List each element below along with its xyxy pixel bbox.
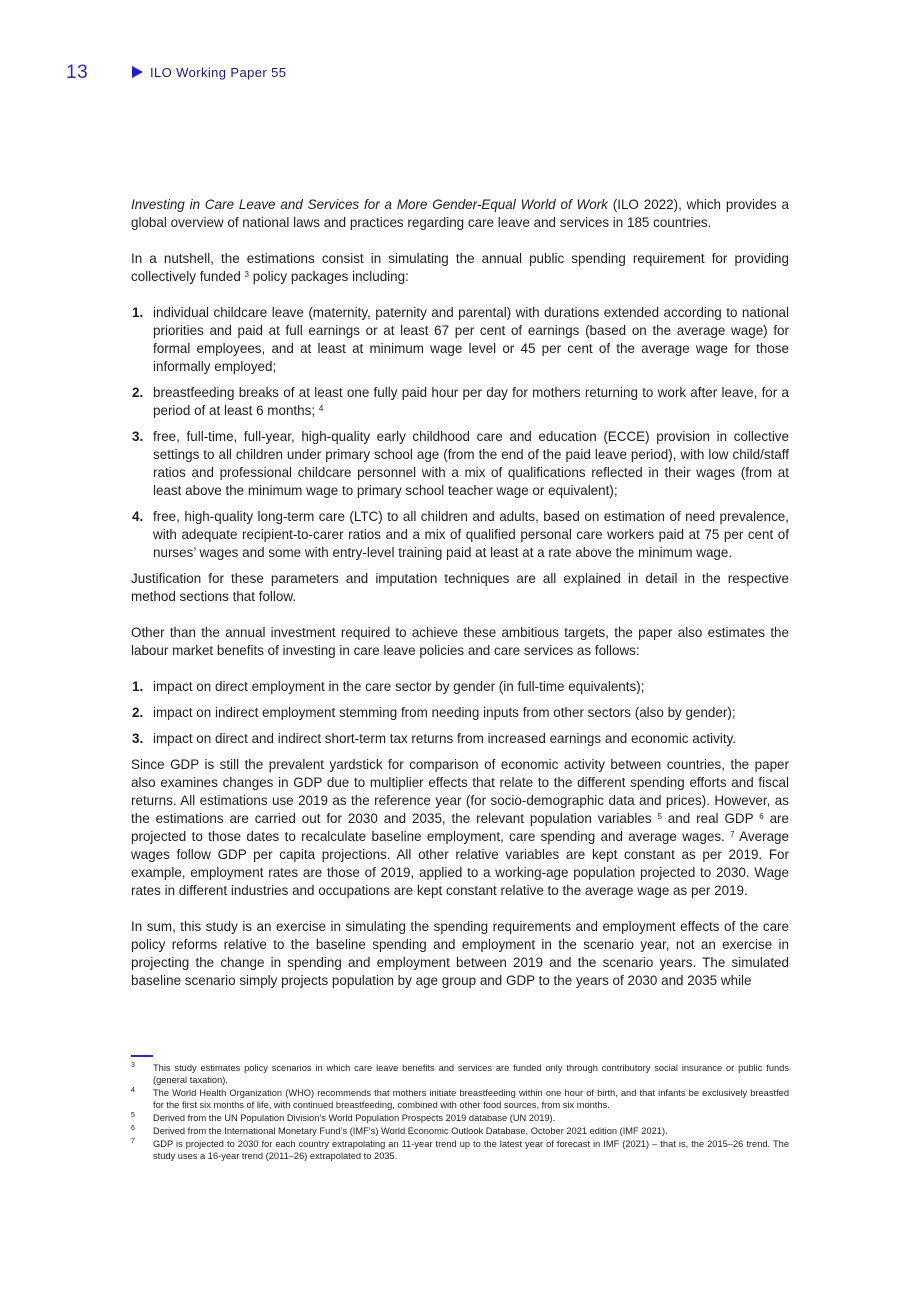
list-number: 2. bbox=[132, 385, 144, 400]
footnote-text: This study estimates policy scenarios in which care leave benefits and services are funded only through contributory social insurance or public funds (general taxation). bbox=[153, 1063, 789, 1085]
footnote-text: The World Health Organization (WHO) recommends that mothers initiate breastfeeding within one hour of birth, and that infants be exclusively breastfed for the first six months of life, with continued breastfeeding, combined with other food sources, from six months. bbox=[153, 1088, 789, 1110]
footnote bbox=[131, 1062, 789, 1086]
gdp-text: Since GDP is still the prevalent yardstick for comparison of economic activity between countries, the paper also examines changes in GDP due to multiplier effects that relate to the different spending efforts and fiscal returns. All estimations use 2019 as the reference year (for socio-demographic data and prices). However, as the estimations are carried out for 2030 and 2035, the relevant population variables bbox=[131, 757, 789, 826]
list-number: 3. bbox=[132, 731, 144, 746]
footnote-ref[interactable]: 5 bbox=[657, 812, 662, 821]
footnote-text: Derived from the International Monetary Fund’s (IMF’s) World Economic Outlook Database, October 2021 edition (IMF 2021). bbox=[153, 1126, 668, 1136]
nutshell-text: In a nutshell, the estimations consist in simulating the annual public spending requirement for providing collectively funded bbox=[131, 251, 789, 284]
nutshell-text-end: policy packages including: bbox=[249, 269, 409, 284]
footnote bbox=[131, 1138, 789, 1162]
gdp-paragraph bbox=[131, 756, 789, 900]
benefits-list bbox=[131, 678, 789, 748]
list-item-text: free, high-quality long-term care (LTC) to all children and adults, based on estimation of need prevalence, with adequate recipient-to-carer ratios and a mix of qualified personal care workers paid at 75 per cent of nurses’ wages and some with entry-level training paid at least at a rate above the minimum wage. bbox=[153, 509, 789, 560]
footnote-ref[interactable]: 7 bbox=[730, 830, 735, 839]
list-item bbox=[131, 428, 789, 500]
footnote bbox=[131, 1125, 789, 1137]
list-item bbox=[131, 678, 789, 696]
list-number: 1. bbox=[132, 305, 144, 320]
play-arrow-icon bbox=[132, 66, 143, 78]
list-item-text: impact on direct and indirect short-term tax returns from increased earnings and economic activity. bbox=[153, 731, 737, 746]
list-item-text: individual childcare leave (maternity, paternity and parental) with durations extended according to national priorities and paid at full earnings or at least 67 per cent of earnings (based on the average wage) for formal employees, and at least at minimum wage level or 45 per cent of the average wage for those informally employed; bbox=[153, 305, 789, 374]
report-title: Investing in Care Leave and Services for a More Gender-Equal World of Work bbox=[131, 197, 608, 212]
gdp-text: and real GDP bbox=[661, 811, 760, 826]
footnote-number: 5 bbox=[131, 1112, 135, 1119]
list-number: 2. bbox=[132, 705, 144, 720]
policy-package-list bbox=[131, 304, 789, 562]
list-item bbox=[131, 704, 789, 722]
gdp-text: are projected to those dates to recalculate baseline employment, care spending and average wages. bbox=[131, 811, 789, 844]
footnote-divider bbox=[131, 1055, 153, 1057]
nutshell-paragraph bbox=[131, 250, 789, 286]
footnote-text: GDP is projected to 2030 for each country extrapolating an 11-year trend up to the latest year of forecast in IMF (2021) – that is, the 2015–26 trend. The study uses a 16-year trend (2011–26) extrapolated to 2035. bbox=[153, 1139, 789, 1161]
list-number: 1. bbox=[132, 679, 144, 694]
footnote-text: Derived from the UN Population Division’s World Population Prospects 2019 database (UN 2019). bbox=[153, 1113, 556, 1123]
justification-paragraph: Justification for these parameters and imputation techniques are all explained in detail in the respective method sections that follow. bbox=[131, 571, 789, 604]
footnote-ref[interactable]: 4 bbox=[318, 404, 324, 413]
list-item bbox=[131, 730, 789, 748]
list-item-text: impact on direct employment in the care sector by gender (in full-time equivalents); bbox=[153, 679, 645, 694]
footnote bbox=[131, 1087, 789, 1111]
running-title: ILO Working Paper 55 bbox=[150, 65, 287, 80]
footnote-number: 6 bbox=[131, 1125, 135, 1132]
intro-paragraph bbox=[131, 196, 789, 232]
list-item bbox=[131, 304, 789, 376]
page-number: 13 bbox=[66, 62, 89, 83]
in-sum-paragraph: In sum, this study is an exercise in simulating the spending requirements and employment effects of the care policy reforms relative to the baseline spending and employment in the scenario year, not an exercise in projecting the change in spending and employment between 2019 and the scenario years. The simulated baseline scenario simply projects population by age group and GDP to the years of 2030 and 2035 while bbox=[131, 919, 789, 988]
list-number: 4. bbox=[132, 509, 144, 524]
other-than-paragraph: Other than the annual investment required to achieve these ambitious targets, the paper also estimates the labour market benefits of investing in care leave policies and care services as follows: bbox=[131, 625, 789, 658]
footnote-ref[interactable]: 6 bbox=[759, 812, 764, 821]
list-item bbox=[131, 508, 789, 562]
list-number: 3. bbox=[132, 429, 144, 444]
footnote bbox=[131, 1112, 789, 1124]
footnotes bbox=[131, 1062, 789, 1163]
list-item-text: breastfeeding breaks of at least one fully paid hour per day for mothers returning to work after leave, for a period of at least 6 months; bbox=[153, 385, 789, 418]
main-text bbox=[131, 196, 789, 990]
list-item bbox=[131, 384, 789, 420]
footnote-ref[interactable]: 3 bbox=[244, 270, 249, 279]
gdp-text: Average wages follow GDP per capita projections. All other relative variables are kept constant as per 2019. For example, employment rates are those of 2019, applied to a working-age population projected to 2030. Wage rates in different industries and occupations are kept constant relative to the average wage as per 2019. bbox=[131, 829, 789, 898]
intro-text: (ILO 2022), which provides a global overview of national laws and practices regarding care leave and services in 185 countries. bbox=[131, 197, 789, 230]
footnote-number: 7 bbox=[131, 1138, 135, 1145]
list-item-text: impact on indirect employment stemming from needing inputs from other sectors (also by gender); bbox=[153, 705, 736, 720]
footnote-number: 3 bbox=[131, 1062, 135, 1069]
list-item-text: free, full-time, full-year, high-quality early childhood care and education (ECCE) provision in collective settings to all children under primary school age (from the end of the paid leave period), with low child/staff ratios and professional childcare personnel with a mix of qualifications reflected in their wages (from at least above the minimum wage to primary school teacher wage or equivalent); bbox=[153, 429, 789, 498]
footnote-number: 4 bbox=[131, 1087, 135, 1094]
